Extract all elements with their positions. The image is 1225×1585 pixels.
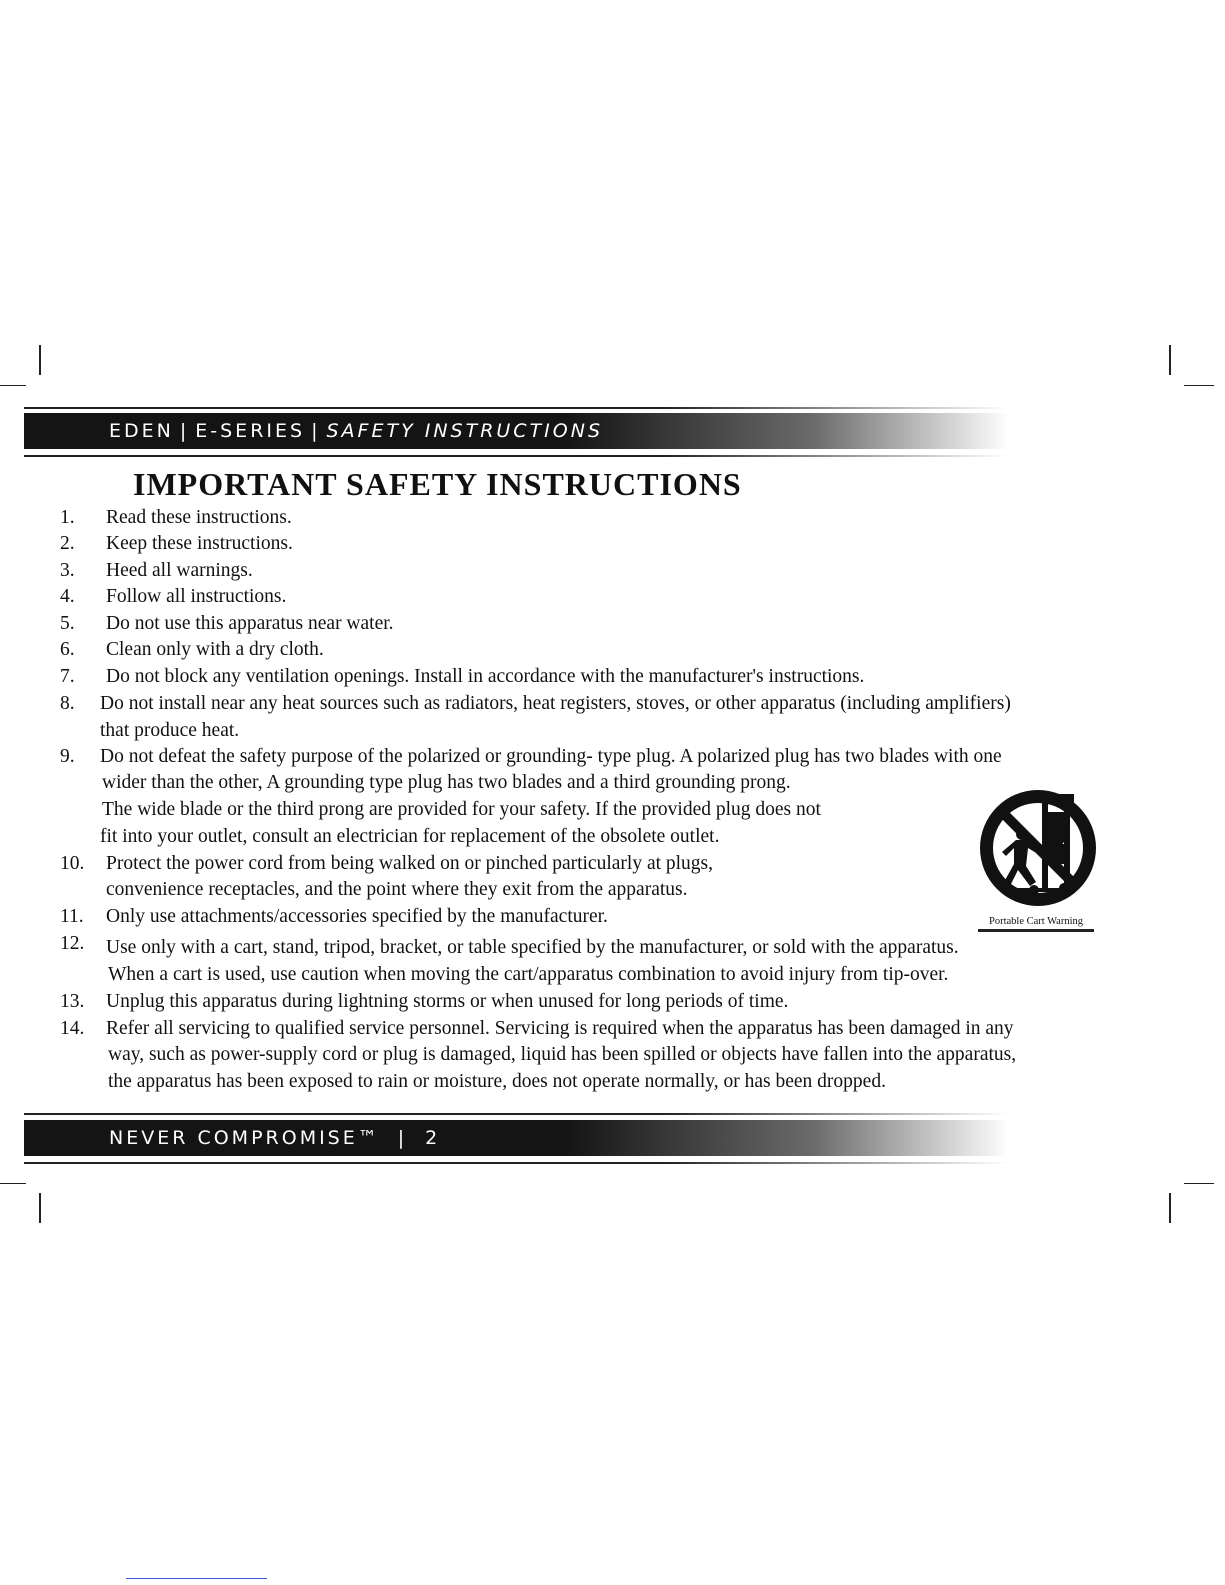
item-text: Only use attachments/accessories specified by the manufacturer. bbox=[106, 906, 608, 927]
footer-bottom-rule bbox=[24, 1162, 1009, 1164]
brand-name: EDEN bbox=[109, 420, 174, 442]
item-text: Do not defeat the safety purpose of the polarized or grounding- type plug. A polarized plug has two blades with one bbox=[100, 746, 1002, 767]
item-number: 5. bbox=[60, 613, 75, 634]
item-number: 11. bbox=[60, 906, 84, 927]
item-text: fit into your outlet, consult an electrician for replacement of the obsolete outlet. bbox=[100, 826, 720, 847]
footer-title: NEVER COMPROMISE™ | 2 bbox=[109, 1127, 441, 1149]
crop-mark bbox=[1184, 385, 1214, 386]
crop-mark bbox=[1184, 1183, 1214, 1184]
item-text: Do not install near any heat sources such as radiators, heat registers, stoves, or other apparatus (including amplifiers) bbox=[100, 693, 1011, 714]
item-number: 1. bbox=[60, 507, 75, 528]
item-number: 10. bbox=[60, 853, 85, 874]
section-name: SAFETY INSTRUCTIONS bbox=[326, 420, 604, 442]
item-text: Clean only with a dry cloth. bbox=[106, 639, 324, 660]
item-number: 12. bbox=[60, 933, 85, 954]
page-number: 2 bbox=[425, 1127, 441, 1149]
item-number: 9. bbox=[60, 746, 75, 767]
portable-cart-warning-icon bbox=[972, 772, 1104, 932]
crop-mark bbox=[39, 345, 41, 375]
crop-mark bbox=[39, 1193, 41, 1223]
item-number: 4. bbox=[60, 586, 75, 607]
header-title: EDEN | E-SERIES | SAFETY INSTRUCTIONS bbox=[109, 420, 604, 442]
crop-mark bbox=[0, 1183, 26, 1184]
crop-mark bbox=[1169, 345, 1171, 375]
item-number: 3. bbox=[60, 560, 75, 581]
item-number: 8. bbox=[60, 693, 75, 714]
item-text: Protect the power cord from being walked on or pinched particularly at plugs, bbox=[106, 853, 714, 874]
item-text: that produce heat. bbox=[100, 720, 240, 741]
item-number: 13. bbox=[60, 991, 85, 1012]
item-text: Refer all servicing to qualified service personnel. Servicing is required when the apparatus has been damaged in any bbox=[106, 1018, 1014, 1039]
footer-top-rule bbox=[24, 1113, 1009, 1115]
crop-mark bbox=[0, 385, 26, 386]
item-text: Keep these instructions. bbox=[106, 533, 293, 554]
item-text: Use only with a cart, stand, tripod, bracket, or table specified by the manufacturer, or sold with the apparatus. bbox=[106, 937, 959, 958]
item-text: Read these instructions. bbox=[106, 507, 292, 528]
header-top-rule bbox=[24, 407, 1009, 409]
item-text: Follow all instructions. bbox=[106, 586, 287, 607]
item-text: The wide blade or the third prong are provided for your safety. If the provided plug does not bbox=[102, 799, 821, 820]
item-text: When a cart is used, use caution when moving the cart/apparatus combination to avoid injury from tip-over. bbox=[108, 964, 949, 985]
item-text: wider than the other, A grounding type plug has two blades and a third grounding prong. bbox=[102, 772, 791, 793]
page-title: IMPORTANT SAFETY INSTRUCTIONS bbox=[133, 466, 742, 502]
item-number: 2. bbox=[60, 533, 75, 554]
item-text: Do not use this apparatus near water. bbox=[106, 613, 394, 634]
item-text: the apparatus has been exposed to rain or moisture, does not operate normally, or has been dropped. bbox=[108, 1071, 886, 1092]
bottom-underline-link bbox=[126, 1578, 267, 1579]
item-text: Heed all warnings. bbox=[106, 560, 253, 581]
item-text: way, such as power-supply cord or plug is damaged, liquid has been spilled or objects have fallen into the apparatus, bbox=[108, 1044, 1017, 1065]
crop-mark bbox=[1169, 1193, 1171, 1223]
series-name: E-SERIES bbox=[195, 420, 306, 442]
footer-slogan: NEVER COMPROMISE™ bbox=[109, 1127, 380, 1149]
header-bar bbox=[24, 413, 1009, 449]
item-number: 6. bbox=[60, 639, 75, 660]
header-bottom-rule bbox=[24, 455, 1009, 457]
item-number: 7. bbox=[60, 666, 75, 687]
item-number: 14. bbox=[60, 1018, 85, 1039]
footer-bar bbox=[24, 1120, 1009, 1156]
cart-warning-caption: Portable Cart Warning bbox=[978, 914, 1094, 932]
item-text: convenience receptacles, and the point where they exit from the apparatus. bbox=[106, 879, 688, 900]
item-text: Do not block any ventilation openings. Install in accordance with the manufacturer's instructions. bbox=[106, 666, 865, 687]
item-text: Unplug this apparatus during lightning storms or when unused for long periods of time. bbox=[106, 991, 789, 1012]
